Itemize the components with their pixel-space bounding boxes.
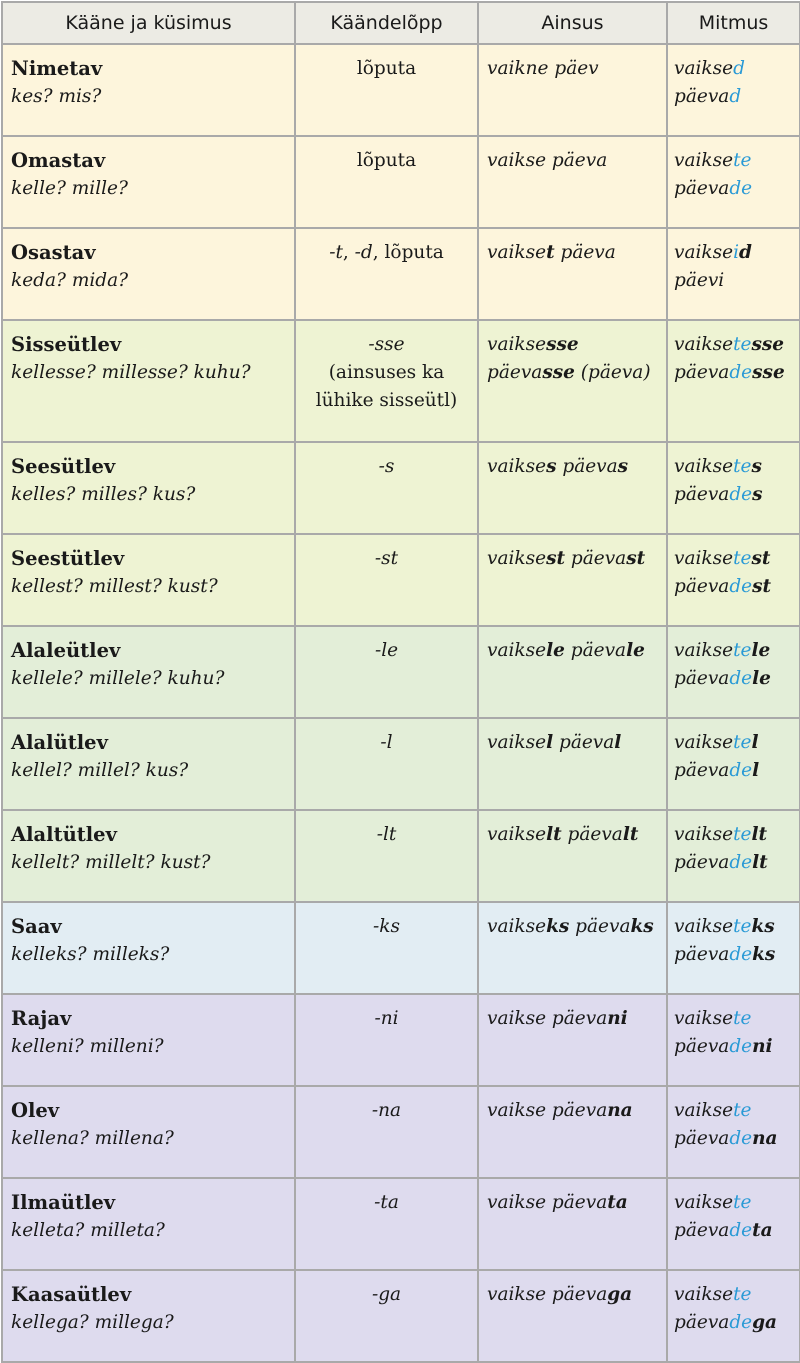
plural-line	[674, 1033, 799, 1061]
word-segment: vaikse	[487, 548, 547, 569]
singular-cell	[478, 1086, 667, 1178]
table-row	[2, 228, 800, 320]
case-cell	[2, 228, 295, 320]
singular-cell	[478, 228, 667, 320]
plural-line	[674, 239, 799, 267]
case-question: kelleta? milleta?	[11, 1220, 165, 1241]
singular-line	[487, 821, 666, 849]
ending-cell	[295, 136, 478, 228]
plural-line	[674, 573, 799, 601]
word-segment: vaikse	[674, 548, 734, 569]
word-segment: te	[733, 1284, 752, 1305]
word-segment: päeva	[674, 1312, 730, 1333]
ending-segment: -lt	[376, 824, 397, 845]
plural-cell	[667, 718, 800, 810]
ending-segment: -na	[371, 1100, 402, 1121]
singular-cell	[478, 810, 667, 902]
ending-cell	[295, 626, 478, 718]
ending-segment: lõputa	[356, 150, 417, 171]
ending-segment: -ga	[371, 1284, 402, 1305]
plural-line	[674, 941, 799, 969]
header-plural: Mitmus	[667, 2, 800, 44]
plural-cell	[667, 810, 800, 902]
word-segment: vaikse	[674, 1192, 734, 1213]
word-segment: le	[626, 640, 645, 661]
ending-line	[296, 913, 477, 941]
word-segment: ks	[752, 944, 776, 965]
word-segment: vaikse	[674, 732, 734, 753]
word-segment: le	[752, 668, 771, 689]
table-body	[2, 44, 800, 1362]
ending-cell	[295, 810, 478, 902]
ending-line	[296, 239, 477, 267]
word-segment: vaikse	[674, 58, 734, 79]
plural-cell	[667, 442, 800, 534]
word-segment: vaikse päeva	[487, 150, 608, 171]
ending-segment: -d	[354, 242, 373, 263]
ending-cell	[295, 1086, 478, 1178]
table-row	[2, 994, 800, 1086]
word-segment: de	[729, 1128, 753, 1149]
singular-cell	[478, 1178, 667, 1270]
case-name: Seestütlev	[11, 547, 125, 570]
case-cell	[2, 534, 295, 626]
word-segment: vaikse	[674, 1284, 734, 1305]
word-segment: te	[733, 456, 752, 477]
word-segment: vaikse päeva	[487, 1284, 608, 1305]
word-segment: de	[729, 668, 753, 689]
word-segment: päeva	[674, 484, 730, 505]
word-segment: st	[546, 548, 566, 569]
word-segment: s	[751, 456, 762, 477]
word-segment: s	[617, 456, 629, 477]
ending-segment: ,	[342, 242, 355, 263]
word-segment: ks	[630, 916, 654, 937]
case-name: Saav	[11, 915, 62, 938]
case-cell	[2, 1270, 295, 1362]
word-segment: de	[729, 1036, 753, 1057]
case-question: kelle? mille?	[11, 178, 128, 199]
plural-line	[674, 821, 799, 849]
case-name: Osastav	[11, 241, 96, 264]
plural-line	[674, 175, 799, 203]
case-name: Alaltütlev	[11, 823, 117, 846]
plural-line	[674, 1309, 799, 1337]
ending-cell	[295, 442, 478, 534]
word-segment: l	[751, 732, 759, 753]
word-segment: vaikse	[674, 334, 734, 355]
ending-segment: , lõputa	[372, 242, 444, 263]
plural-cell	[667, 1178, 800, 1270]
table-row	[2, 718, 800, 810]
table-row	[2, 442, 800, 534]
word-segment: i	[733, 242, 739, 263]
word-segment: de	[729, 178, 753, 199]
word-segment: päeva	[487, 362, 543, 383]
word-segment: s	[546, 456, 557, 477]
header-singular: Ainsus	[478, 2, 667, 44]
word-segment: päeva	[674, 1220, 730, 1241]
singular-line	[487, 453, 666, 481]
word-segment: t	[546, 242, 555, 263]
word-segment: päeva	[564, 640, 627, 661]
case-question: keda? mida?	[11, 270, 129, 291]
ending-segment: lõputa	[356, 58, 417, 79]
case-question: kellel? millel? kus?	[11, 760, 189, 781]
table-row	[2, 136, 800, 228]
ending-line	[296, 1097, 477, 1125]
word-segment: de	[729, 362, 753, 383]
plural-cell	[667, 1270, 800, 1362]
ending-line	[296, 1005, 477, 1033]
ending-line	[296, 55, 477, 83]
word-segment: na	[607, 1100, 633, 1121]
singular-cell	[478, 626, 667, 718]
word-segment: d	[729, 86, 742, 107]
word-segment: l	[752, 760, 760, 781]
word-segment: na	[752, 1128, 778, 1149]
singular-cell	[478, 136, 667, 228]
word-segment: päeva	[674, 668, 730, 689]
case-cell	[2, 442, 295, 534]
case-cell	[2, 994, 295, 1086]
plural-line	[674, 331, 799, 359]
case-name: Kaasaütlev	[11, 1283, 132, 1306]
word-segment: st	[626, 548, 646, 569]
singular-line	[487, 637, 666, 665]
case-cell	[2, 626, 295, 718]
word-segment: te	[733, 916, 752, 937]
ending-line	[296, 453, 477, 481]
singular-line	[487, 1005, 666, 1033]
word-segment: (päeva)	[574, 362, 651, 383]
ending-cell	[295, 718, 478, 810]
header-row	[2, 2, 800, 44]
word-segment: sse	[752, 362, 785, 383]
word-segment: vaikse päeva	[487, 1008, 608, 1029]
word-segment: päeva	[674, 1036, 730, 1057]
word-segment: päeva	[674, 852, 730, 873]
ending-cell	[295, 1178, 478, 1270]
plural-line	[674, 665, 799, 693]
plural-line	[674, 545, 799, 573]
word-segment: päeva	[569, 916, 631, 937]
word-segment: st	[751, 548, 771, 569]
ending-line	[296, 359, 477, 387]
plural-line	[674, 267, 799, 295]
case-name: Alalütlev	[11, 731, 108, 754]
word-segment: sse	[542, 362, 575, 383]
table-row	[2, 44, 800, 136]
word-segment: ta	[752, 1220, 773, 1241]
word-segment: de	[729, 944, 753, 965]
case-question: kellena? millena?	[11, 1128, 174, 1149]
word-segment: te	[733, 732, 752, 753]
case-question: kellega? millega?	[11, 1312, 174, 1333]
case-cell	[2, 44, 295, 136]
word-segment: lt	[546, 824, 562, 845]
word-segment: päeva	[674, 576, 730, 597]
word-segment: vaikse	[487, 242, 547, 263]
word-segment: te	[733, 548, 752, 569]
word-segment: vaikse	[674, 1008, 734, 1029]
plural-line	[674, 913, 799, 941]
plural-line	[674, 1281, 799, 1309]
singular-cell	[478, 1270, 667, 1362]
case-question: kelles? milles? kus?	[11, 484, 196, 505]
word-segment: päeva	[674, 86, 730, 107]
word-segment: vaikse	[674, 456, 734, 477]
singular-cell	[478, 442, 667, 534]
ending-segment: -s	[378, 456, 395, 477]
singular-line	[487, 147, 666, 175]
word-segment: vaikse	[487, 732, 547, 753]
word-segment: te	[733, 334, 752, 355]
plural-line	[674, 757, 799, 785]
word-segment: vaikse	[487, 824, 547, 845]
ending-line	[296, 387, 477, 415]
word-segment: vaikse	[487, 334, 547, 355]
plural-cell	[667, 228, 800, 320]
ending-cell	[295, 1270, 478, 1362]
word-segment: te	[733, 1100, 752, 1121]
ending-segment: lühike sisseütl)	[315, 390, 458, 411]
plural-cell	[667, 136, 800, 228]
singular-cell	[478, 320, 667, 442]
case-name: Olev	[11, 1099, 60, 1122]
case-question: kellele? millele? kuhu?	[11, 668, 225, 689]
word-segment: sse	[546, 334, 579, 355]
singular-line	[487, 55, 666, 83]
header-case: Kääne ja küsimus	[2, 2, 295, 44]
singular-line	[487, 359, 666, 387]
word-segment: päeva	[674, 362, 730, 383]
word-segment: päeva	[556, 456, 618, 477]
ending-segment: -sse	[368, 334, 405, 355]
word-segment: de	[729, 852, 753, 873]
word-segment: ta	[607, 1192, 628, 1213]
ending-cell	[295, 994, 478, 1086]
word-segment: l	[614, 732, 622, 753]
plural-cell	[667, 994, 800, 1086]
plural-line	[674, 729, 799, 757]
case-question: kellesse? millesse? kuhu?	[11, 362, 251, 383]
table-row	[2, 1270, 800, 1362]
ending-cell	[295, 902, 478, 994]
word-segment: vaikse	[487, 640, 547, 661]
singular-line	[487, 545, 666, 573]
case-cell	[2, 1086, 295, 1178]
ending-segment: (ainsuses ka	[328, 362, 445, 383]
case-question: kellest? millest? kust?	[11, 576, 218, 597]
table-row	[2, 320, 800, 442]
ending-line	[296, 1189, 477, 1217]
ending-line	[296, 1281, 477, 1309]
singular-line	[487, 729, 666, 757]
ending-line	[296, 331, 477, 359]
plural-cell	[667, 44, 800, 136]
plural-line	[674, 83, 799, 111]
word-segment: ks	[751, 916, 775, 937]
table-row	[2, 1086, 800, 1178]
plural-line	[674, 359, 799, 387]
word-segment: vaikse	[674, 242, 734, 263]
singular-cell	[478, 534, 667, 626]
ending-cell	[295, 320, 478, 442]
case-cell	[2, 718, 295, 810]
ending-segment: -t	[329, 242, 343, 263]
case-cell	[2, 902, 295, 994]
word-segment: te	[733, 640, 752, 661]
case-name: Nimetav	[11, 57, 103, 80]
singular-line	[487, 331, 666, 359]
case-question: kelleni? milleni?	[11, 1036, 164, 1057]
singular-cell	[478, 994, 667, 1086]
case-cell	[2, 810, 295, 902]
word-segment: te	[733, 1008, 752, 1029]
word-segment: te	[733, 150, 752, 171]
table-row	[2, 626, 800, 718]
word-segment: te	[733, 1192, 752, 1213]
ending-line	[296, 637, 477, 665]
plural-line	[674, 453, 799, 481]
case-name: Rajav	[11, 1007, 72, 1030]
word-segment: päeva	[561, 824, 623, 845]
singular-cell	[478, 718, 667, 810]
word-segment: ga	[752, 1312, 778, 1333]
word-segment: vaikse	[674, 1100, 734, 1121]
ending-segment: -ta	[374, 1192, 399, 1213]
word-segment: lt	[751, 824, 768, 845]
plural-line	[674, 55, 799, 83]
word-segment: päeva	[553, 732, 615, 753]
word-segment: d	[738, 242, 752, 263]
word-segment: päeva	[565, 548, 627, 569]
ending-cell	[295, 228, 478, 320]
case-name: Sisseütlev	[11, 333, 122, 356]
word-segment: de	[729, 484, 753, 505]
plural-line	[674, 147, 799, 175]
table-row	[2, 902, 800, 994]
singular-line	[487, 239, 666, 267]
ending-line	[296, 821, 477, 849]
plural-line	[674, 849, 799, 877]
singular-cell	[478, 902, 667, 994]
word-segment: de	[729, 1220, 753, 1241]
word-segment: te	[733, 824, 752, 845]
plural-line	[674, 1097, 799, 1125]
word-segment: ni	[607, 1008, 628, 1029]
word-segment: vaikse	[674, 824, 734, 845]
word-segment: vaikse päeva	[487, 1192, 608, 1213]
case-cell	[2, 1178, 295, 1270]
case-cell	[2, 320, 295, 442]
case-question: kellelt? millelt? kust?	[11, 852, 211, 873]
case-name: Alaleütlev	[11, 639, 121, 662]
word-segment: vaikse	[674, 150, 734, 171]
word-segment: l	[546, 732, 554, 753]
word-segment: lt	[752, 852, 768, 873]
ending-segment: -st	[374, 548, 399, 569]
singular-line	[487, 1097, 666, 1125]
plural-line	[674, 481, 799, 509]
singular-line	[487, 1189, 666, 1217]
case-cell	[2, 136, 295, 228]
plural-line	[674, 637, 799, 665]
ending-cell	[295, 44, 478, 136]
ending-segment: -l	[380, 732, 393, 753]
word-segment: ks	[546, 916, 570, 937]
ending-line	[296, 545, 477, 573]
ending-segment: -le	[374, 640, 399, 661]
declension-table	[1, 1, 800, 1363]
word-segment: vaikse	[674, 916, 734, 937]
plural-line	[674, 1125, 799, 1153]
singular-line	[487, 913, 666, 941]
word-segment: st	[752, 576, 772, 597]
case-name: Omastav	[11, 149, 106, 172]
word-segment: päevi	[674, 270, 725, 291]
word-segment: le	[546, 640, 565, 661]
word-segment: päeva	[674, 178, 730, 199]
case-question: kelleks? milleks?	[11, 944, 170, 965]
case-name: Seesütlev	[11, 455, 116, 478]
word-segment: vaikse	[674, 640, 734, 661]
plural-cell	[667, 1086, 800, 1178]
ending-segment: -ni	[374, 1008, 399, 1029]
word-segment: de	[729, 1312, 753, 1333]
table-row	[2, 534, 800, 626]
header-ending: Käändelõpp	[295, 2, 478, 44]
plural-cell	[667, 320, 800, 442]
word-segment: ni	[752, 1036, 773, 1057]
word-segment: ga	[607, 1284, 633, 1305]
plural-cell	[667, 626, 800, 718]
plural-cell	[667, 534, 800, 626]
word-segment: d	[733, 58, 745, 79]
word-segment: päeva	[674, 760, 730, 781]
word-segment: vaikse	[487, 916, 547, 937]
word-segment: päeva	[674, 1128, 730, 1149]
word-segment: lt	[622, 824, 639, 845]
word-segment: sse	[751, 334, 785, 355]
plural-cell	[667, 902, 800, 994]
word-segment: vaikse	[487, 456, 547, 477]
word-segment: de	[729, 576, 753, 597]
word-segment: vaikse päeva	[487, 1100, 608, 1121]
singular-line	[487, 1281, 666, 1309]
case-name: Ilmaütlev	[11, 1191, 116, 1214]
ending-line	[296, 729, 477, 757]
word-segment: päeva	[554, 242, 616, 263]
word-segment: de	[729, 760, 753, 781]
word-segment: le	[751, 640, 771, 661]
table-row	[2, 810, 800, 902]
word-segment: vaikne päev	[487, 58, 599, 79]
ending-segment: -ks	[373, 916, 400, 937]
word-segment: s	[752, 484, 763, 505]
word-segment: päeva	[674, 944, 730, 965]
plural-line	[674, 1005, 799, 1033]
plural-line	[674, 1217, 799, 1245]
singular-cell	[478, 44, 667, 136]
ending-cell	[295, 534, 478, 626]
ending-line	[296, 147, 477, 175]
table-row	[2, 1178, 800, 1270]
plural-line	[674, 1189, 799, 1217]
case-question: kes? mis?	[11, 86, 102, 107]
